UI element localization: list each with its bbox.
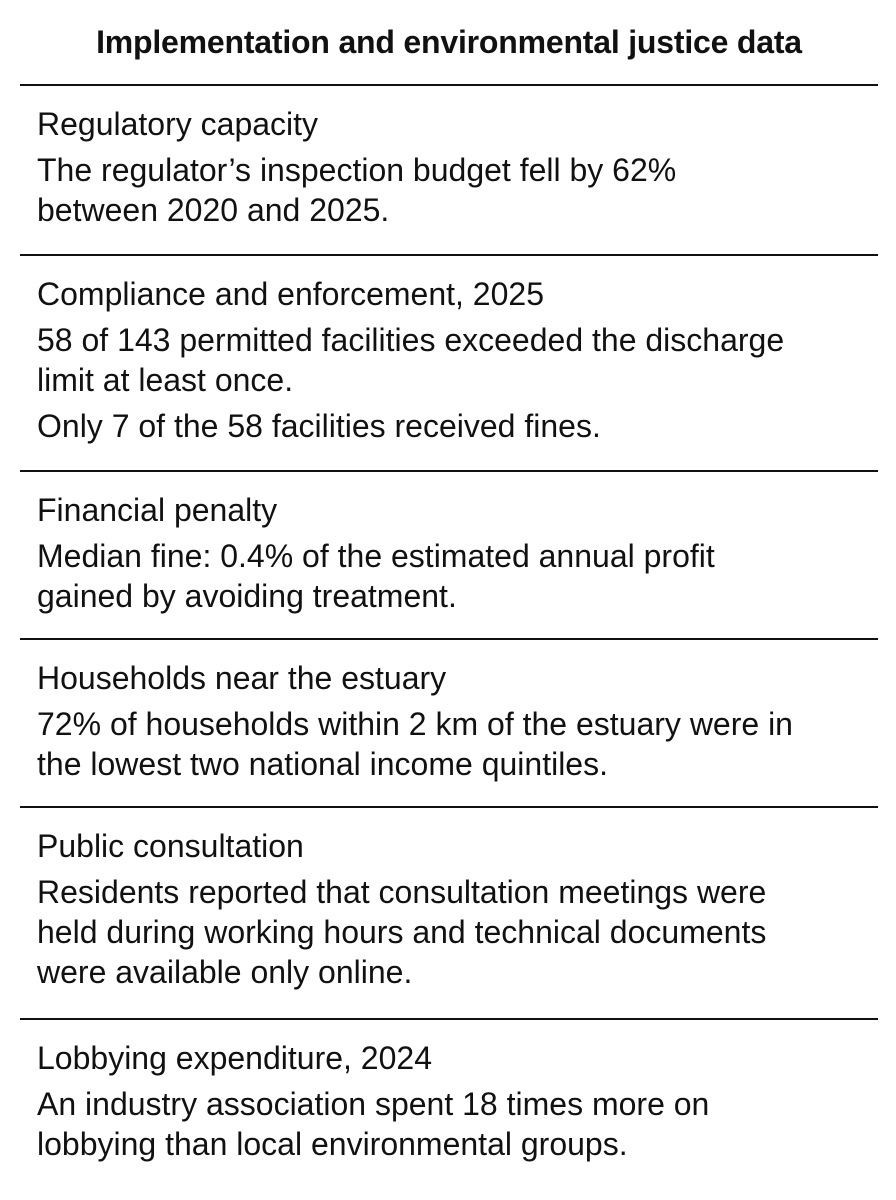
section-text: An industry association spent 18 times more on lobbying than local environmental groups. [37, 1086, 710, 1162]
section-label: Public consultation [37, 828, 304, 864]
section-text: Residents reported that consultation meetings were held during working hours and technical documents were available only online. [37, 874, 767, 990]
section-compliance-enforcement [20, 256, 878, 472]
section-label: Financial penalty [37, 492, 278, 528]
section-label: Regulatory capacity [37, 106, 319, 142]
data-table [20, 0, 878, 1196]
section-households-estuary [20, 640, 878, 808]
section-financial-penalty [20, 472, 878, 640]
section-text: 72% of households within 2 km of the estuary were in the lowest two national income quintiles. [37, 706, 793, 782]
table-title: Implementation and environmental justice data [20, 0, 878, 86]
section-regulatory-capacity [20, 86, 878, 256]
section-text: Median fine: 0.4% of the estimated annual profit gained by avoiding treatment. [37, 538, 715, 614]
section-text: The regulator’s inspection budget fell by 62% between 2020 and 2025. [37, 152, 677, 228]
section-label: Lobbying expenditure, 2024 [37, 1040, 432, 1076]
section-lobbying-expenditure [20, 1020, 878, 1196]
section-label: Households near the estuary [37, 660, 447, 696]
section-public-consultation [20, 808, 878, 1020]
section-label: Compliance and enforcement, 2025 [37, 276, 544, 312]
section-text: 58 of 143 permitted facilities exceeded the discharge limit at least once. [37, 322, 785, 398]
section-text: Only 7 of the 58 facilities received fines. [37, 408, 601, 444]
